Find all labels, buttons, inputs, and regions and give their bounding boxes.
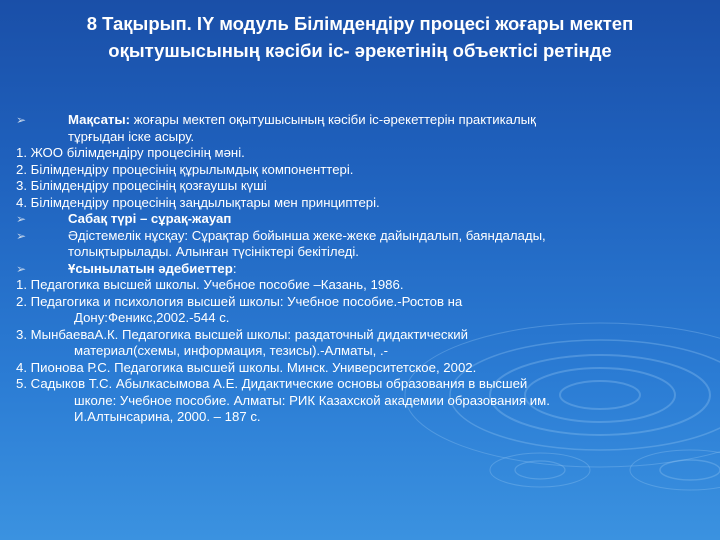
list-item-text (16, 294, 712, 327)
arrow-bullet-icon: ➢ (16, 212, 27, 226)
numbered-list-item (16, 360, 712, 377)
list-item-line: жоғары мектеп оқытушысының кәсіби іс-әрекеттерін практикалық (130, 112, 536, 127)
list-item-line: 3. МынбаеваА.К. Педагогика высшей школы: раздаточный дидактический (16, 326, 469, 342)
list-item-line: 2. Білімдендіру процесінің құрылымдық компоненттері. (16, 161, 354, 177)
list-item-line: тұрғыдан іске асыру. (68, 128, 195, 144)
numbered-list-item (16, 294, 712, 327)
list-item-line: 3. Білімдендіру процесінің қозғаушы күші (16, 178, 267, 193)
list-item-line: 4. Пионова Р.С. Педагогика высшей школы. Минск. Университетское, 2002. (16, 359, 477, 375)
list-item-text (68, 228, 712, 261)
list-item-label: Ұсынылатын әдебиеттер (68, 260, 233, 276)
list-item-label: Мақсаты: (68, 112, 131, 127)
list-item-line: 4. Білімдендіру процесінің заңдылықтары мен принциптері. (16, 194, 380, 210)
list-item-text (16, 195, 712, 212)
list-item-text (68, 112, 712, 145)
list-item-label: Сабақ түрі – сұрақ-жауап (68, 211, 232, 226)
list-item-line: 1. ЖОО білімдендіру процесінің мәні. (16, 145, 245, 160)
arrow-list-item (16, 211, 712, 228)
list-item-line: материал(схемы, информация, тезисы).-Алматы, .- (74, 343, 389, 358)
list-item-line: 5. Садыков Т.С. Абылкасымова А.Е. Дидактические основы образования в высшей (16, 376, 528, 391)
list-item-text (16, 277, 712, 294)
list-item-text (16, 145, 712, 162)
list-item-line: И.Алтынсарина, 2000. – 187 с. (74, 409, 261, 424)
arrow-bullet-icon: ➢ (16, 228, 27, 243)
list-item-text (16, 360, 712, 377)
arrow-bullet-icon: ➢ (16, 261, 27, 276)
list-item-text (68, 211, 712, 228)
list-item-text (16, 162, 712, 179)
list-item-line: Әдістемелік нұсқау: Сұрақтар бойынша жеке-жеке дайындалып, баяндалады, (68, 227, 546, 243)
numbered-list-item (16, 195, 712, 212)
list-item-text (68, 261, 712, 278)
list-item-text (16, 376, 712, 426)
list-item-text (16, 327, 712, 360)
arrow-list-item (16, 228, 712, 261)
numbered-list-item (16, 376, 712, 426)
list-item-line: 2. Педагогика и психология высшей школы: Учебное пособие.-Ростов на (16, 293, 463, 309)
content-list (16, 112, 712, 426)
list-item-line: толықтырылады. Алынған түсініктері бекітіледі. (68, 244, 359, 259)
numbered-list-item (16, 178, 712, 195)
numbered-list-item (16, 145, 712, 162)
list-item-line: школе: Учебное пособие. Алматы: РИК Казахской академии образования им. (74, 392, 550, 408)
arrow-list-item (16, 112, 712, 145)
list-item-text (16, 178, 712, 195)
list-item-line: : (232, 260, 237, 276)
arrow-list-item (16, 261, 712, 278)
numbered-list-item (16, 162, 712, 179)
numbered-list-item (16, 277, 712, 294)
numbered-list-item (16, 327, 712, 360)
slide-title: 8 Тақырып. IY модуль Білімдендіру процесі жоғары мектеп оқытушысының кәсіби іс- әрекетінің объектісі ретінде (86, 13, 634, 61)
list-item-line: Дону:Феникс,2002.-544 с. (74, 310, 230, 325)
slide-body (16, 112, 712, 426)
arrow-bullet-icon: ➢ (16, 113, 27, 127)
list-item-line: 1. Педагогика высшей школы. Учебное пособие –Казань, 1986. (16, 277, 404, 292)
